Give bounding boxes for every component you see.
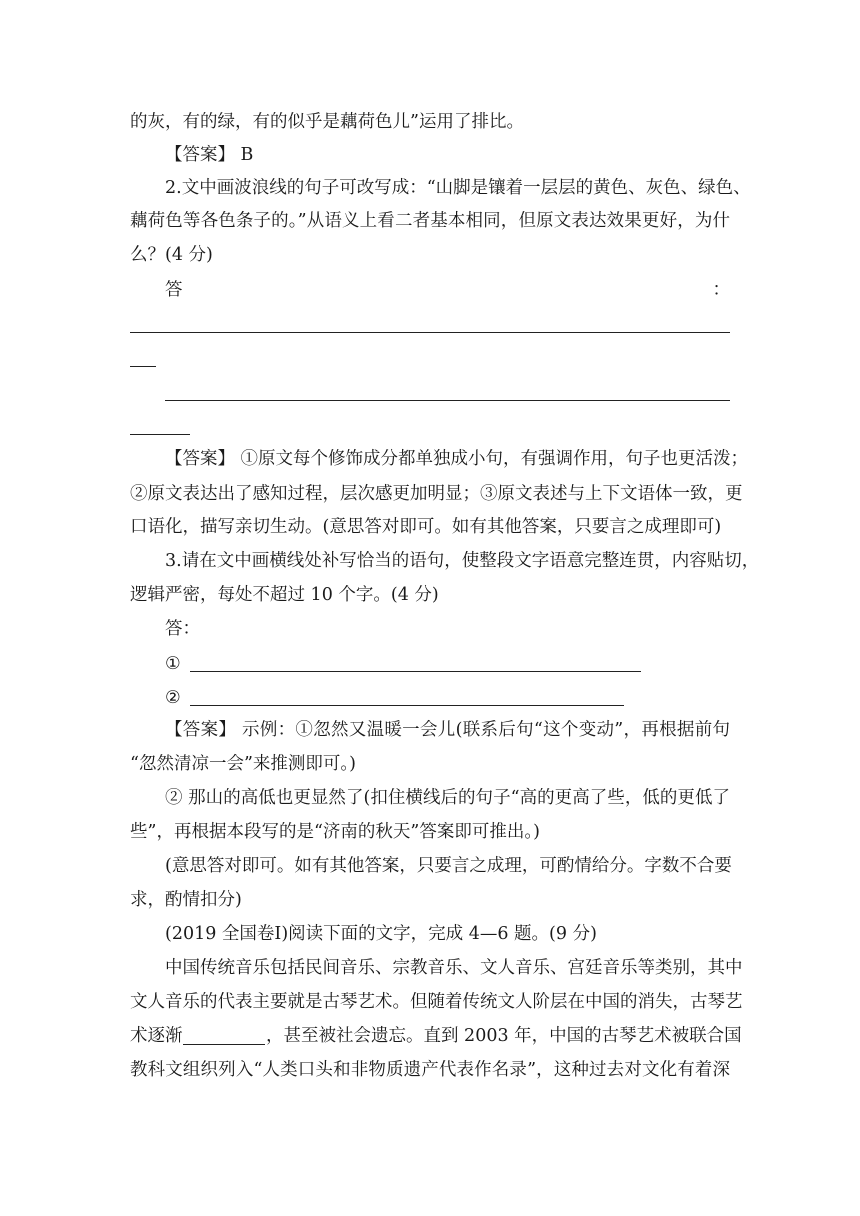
passage-line: 文人音乐的代表主要就是古琴艺术。但随着传统文人阶层在中国的消失，古琴艺 [130,992,743,1012]
text-line: 藕荷色等各色条子的。”从语义上看二者基本相同，但原文表达效果更好，为什 [130,211,730,231]
answer-blank-line[interactable] [165,400,730,401]
text-line: 求，酌情扣分) [130,890,242,910]
text-line: 么？(4 分) [130,245,213,265]
text-line: 逻辑严密，每处不超过 10 个字。(4 分) [130,585,439,605]
answer-blank-line[interactable] [190,671,641,672]
answer-blank-line[interactable] [190,705,624,706]
passage-line: 教科文组织列入“人类口头和非物质遗产代表作名录”，这种过去对文化有着深 [130,1060,730,1080]
blank-marker: ② [165,688,181,708]
text-line: “忽然清凉一会”来推测即可。) [130,754,356,774]
answer-prompt-label: 答 [165,280,183,300]
question-3: 3.请在文中画横线处补写恰当的语句，使整段文字语意完整连贯，内容贴切， [165,551,760,571]
text-line: ②原文表达出了感知过程，层次感更加明显；③原文表述与上下文语体一致，更 [130,484,743,504]
text-line: 的灰，有的绿，有的似乎是藕荷色儿”运用了排比。 [130,112,524,132]
text-line: 口语化，描写亲切生动。(意思答对即可。如有其他答案，只要言之成理即可) [130,517,722,537]
text-line: (意思答对即可。如有其他答案，只要言之成理，可酌情给分。字数不合要 [165,856,732,876]
answer-blank-line[interactable] [130,366,156,367]
passage-line-end: ，甚至被社会遗忘。直到 2003 年，中国的古琴艺术被联合国 [266,1026,742,1046]
answer-prompt-colon: ： [712,280,730,300]
answer-line: 【答案】 ①原文每个修饰成分都单独成小句，有强调作用，句子也更活泼； [165,449,749,469]
answer-line: 【答案】 B [165,145,254,165]
passage-line-start: 术逐渐 [130,1026,183,1046]
blank-marker: ① [165,654,181,674]
section-heading: (2019 全国卷Ⅰ)阅读下面的文字，完成 4—6 题。(9 分) [165,924,597,944]
fill-blank[interactable] [183,1044,265,1045]
answer-prompt: 答： [165,619,200,639]
question-2: 2.文中画波浪线的句子可改写成：“山脚是镶着一层层的黄色、灰色、绿色、 [165,178,751,198]
answer-blank-line[interactable] [130,434,190,435]
text-line: ② 那山的高低也更显然了(扣住横线后的句子“高的更高了些，低的更低了 [165,788,730,808]
text-line: 些”，再根据本段写的是“济南的秋天”答案即可推出。) [130,822,540,842]
answer-blank-line[interactable] [130,332,730,333]
answer-line: 【答案】 示例：①忽然又温暖一会儿(联系后句“这个变动”，再根据前句 [165,720,730,740]
passage-line: 中国传统音乐包括民间音乐、宗教音乐、文人音乐、宫廷音乐等类别，其中 [165,958,743,978]
